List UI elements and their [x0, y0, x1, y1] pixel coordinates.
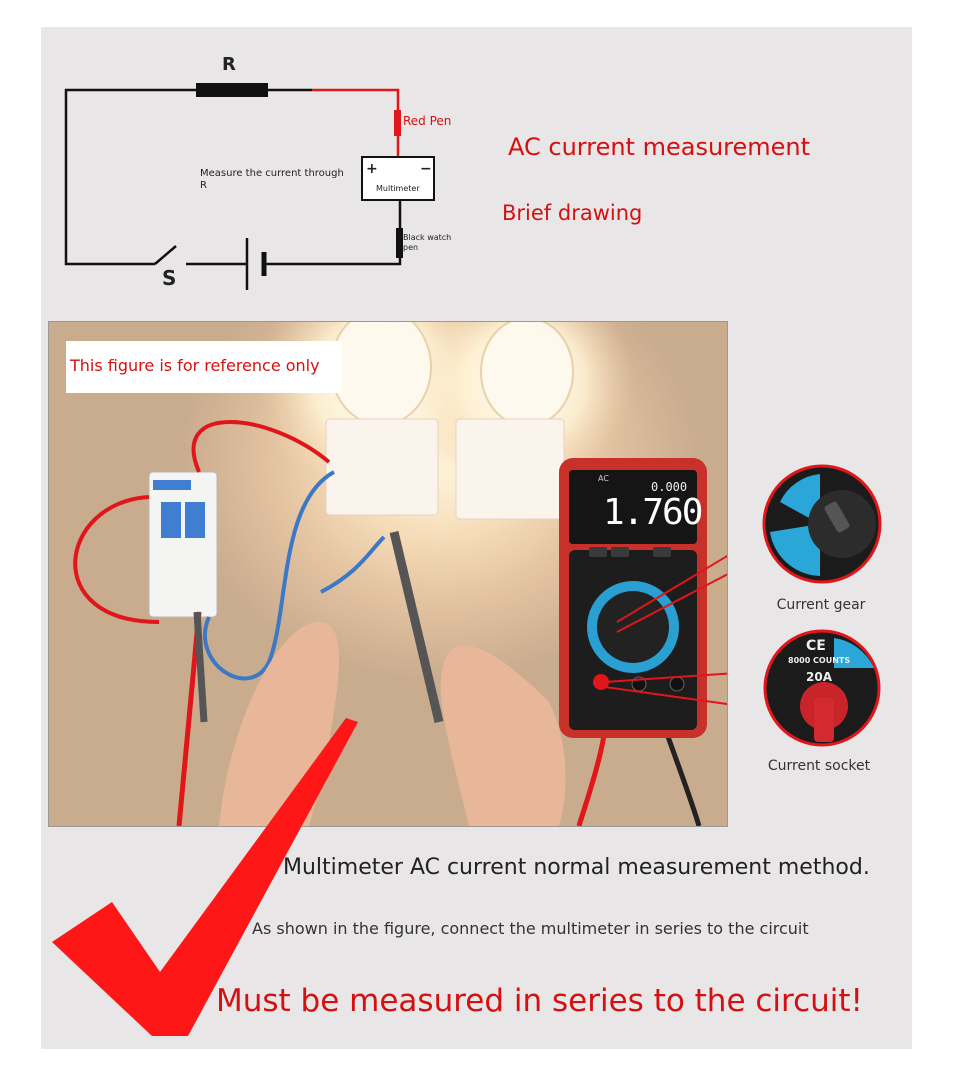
photo-btn-1 [589, 547, 607, 557]
black-pen-probe [396, 228, 403, 258]
black-pen-label-line2: pen [403, 243, 419, 252]
reference-banner: This figure is for reference only [66, 341, 342, 393]
breaker-lever-left [161, 502, 181, 538]
switch-label: S [162, 266, 177, 290]
zoom-current-socket-caption: Current socket [767, 758, 871, 774]
bulb-right [481, 322, 573, 426]
zoom-socket-amp: 20A [806, 670, 832, 684]
zoom-current-gear-caption: Current gear [776, 597, 866, 613]
zoom-current-gear [760, 462, 890, 592]
black-pen-label [403, 233, 451, 253]
zoom-socket-counts: 8000 COUNTS [788, 656, 851, 665]
bulb-right-holder [456, 419, 564, 519]
breaker-label [153, 480, 191, 490]
circuit-diagram [0, 0, 960, 320]
meter-minus-symbol: − [420, 161, 432, 177]
black-pen-label-line1: Black watch [403, 233, 452, 242]
warning-text: Must be measured in series to the circuit! [216, 983, 863, 1019]
red-pen-label: Red Pen [403, 114, 452, 128]
photo-jack-v [670, 677, 684, 691]
photo-probe-black-handle [394, 532, 439, 722]
wire-left [66, 90, 196, 264]
resistor-label: R [222, 54, 236, 75]
photo-btn-2 [611, 547, 629, 557]
bulb-left [331, 322, 431, 425]
wire-top-red [312, 90, 398, 110]
measure-note-line1: Measure the current through [200, 168, 344, 179]
measure-note-line2: R [200, 180, 207, 191]
hand-right [441, 646, 566, 826]
photo-btn-3 [653, 547, 671, 557]
meter-plus-symbol: + [366, 161, 378, 177]
breaker-lever-right [185, 502, 205, 538]
measure-note [200, 168, 344, 192]
method-description: As shown in the figure, connect the multimeter in series to the circuit [252, 919, 809, 938]
method-title: Multimeter AC current normal measurement method. [283, 855, 870, 880]
photo-probe-red-handle [197, 612, 204, 722]
switch-blade [155, 246, 176, 264]
display-top-reading: 0.000 [651, 480, 688, 494]
section-subtitle: Brief drawing [502, 201, 643, 225]
display-main-reading: 1.760 [603, 492, 702, 533]
circuit-breaker [149, 472, 217, 617]
bulb-left-holder [326, 419, 438, 515]
photo-wire-red-loop [75, 497, 159, 622]
meter-label: Multimeter [376, 184, 420, 193]
zoom-socket-ce: CE [806, 638, 826, 654]
red-pen-probe [394, 110, 401, 136]
photo-multimeter-dial [597, 591, 669, 663]
section-title: AC current measurement [508, 133, 811, 161]
resistor-symbol [196, 83, 268, 97]
display-mode: AC [598, 474, 609, 483]
photo-wire-blue-end [321, 537, 384, 592]
wire-bottom-right [264, 258, 400, 264]
